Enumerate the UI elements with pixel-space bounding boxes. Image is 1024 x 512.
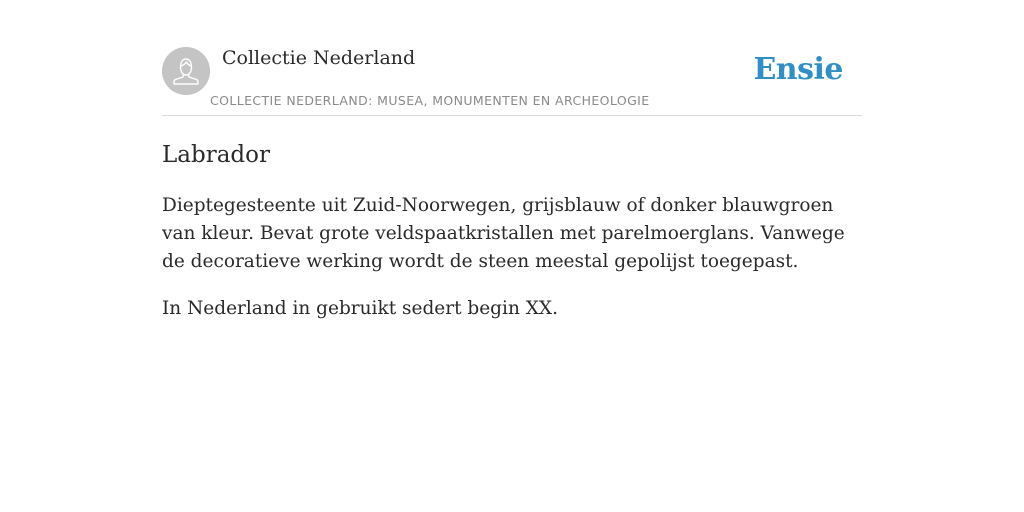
avatar-silhouette (162, 47, 210, 95)
ensie-logo[interactable]: Ensie (753, 52, 843, 87)
body-paragraph: Dieptegesteente uit Zuid-Noorwegen, grijsblauw of donker blauwgroen van kleur. Bevat grote veldspaatkristallen met parelmoerglans. Vanwege de decoratieve werking wordt de steen meestal gepolijst toegepast. (162, 195, 845, 272)
entry-title: Labrador (162, 142, 270, 168)
user-avatar-icon[interactable] (162, 47, 210, 95)
author-name[interactable]: Collectie Nederland (222, 47, 416, 69)
body-paragraph: In Nederland in gebruikt sedert begin XX. (162, 298, 558, 319)
source-label[interactable]: COLLECTIE NEDERLAND: MUSEA, MONUMENTEN EN ARCHEOLOGIE (210, 93, 650, 108)
entry-body (162, 192, 868, 342)
entry-header (162, 0, 862, 116)
entry-card (162, 0, 862, 319)
